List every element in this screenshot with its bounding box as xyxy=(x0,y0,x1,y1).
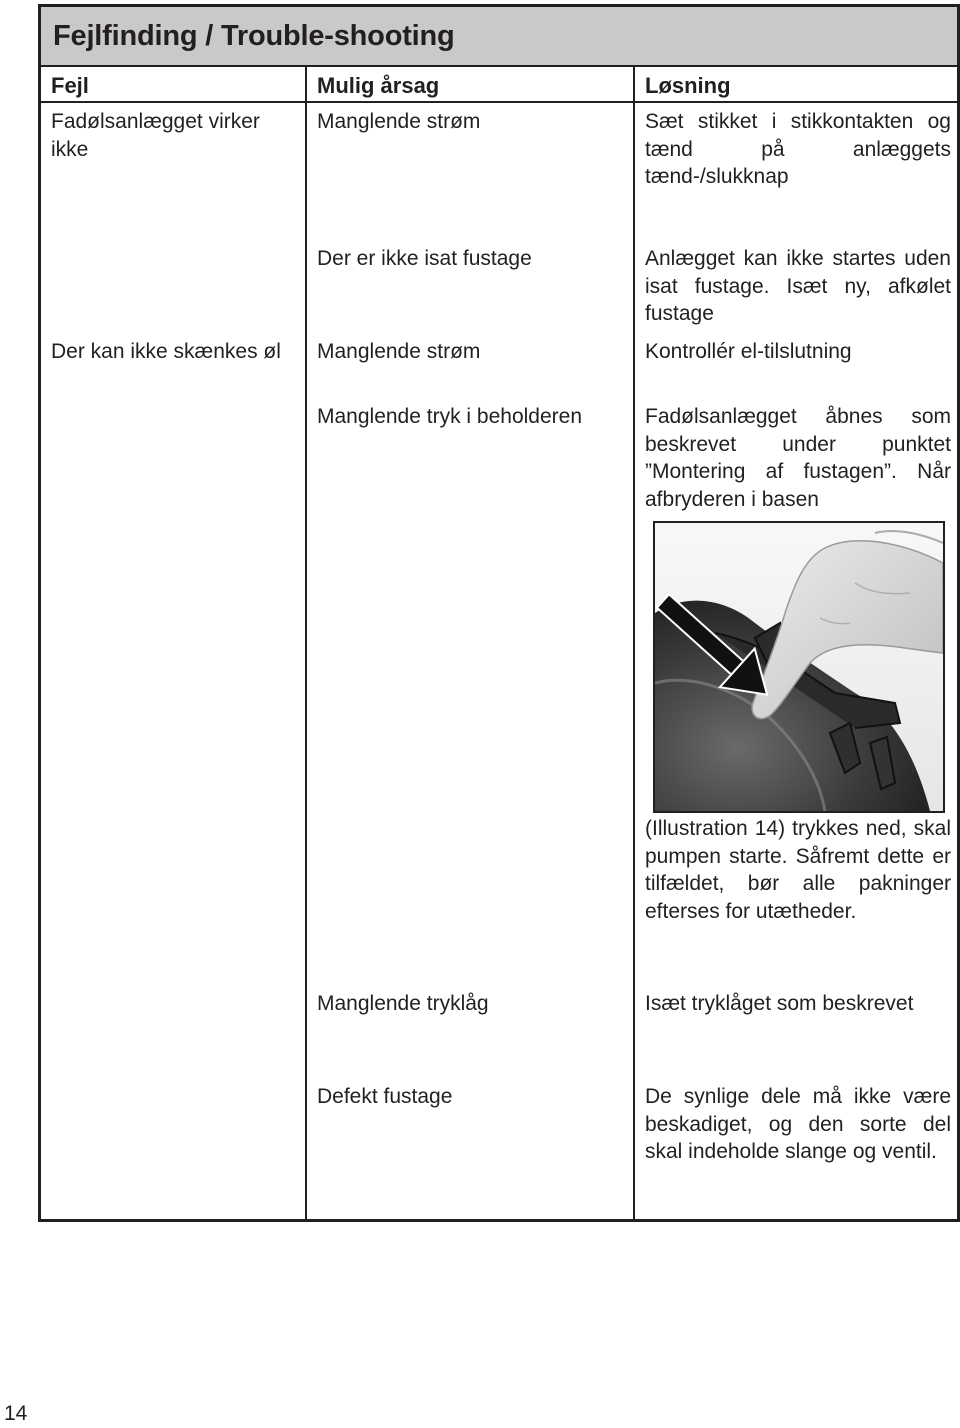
hand-pressing-switch-image xyxy=(655,523,943,811)
fault-cell: Fadølsanlægget virker ikke xyxy=(51,110,260,161)
page-title: Fejlfinding / Trouble-shooting xyxy=(53,20,455,52)
cause-cell: Manglende strøm xyxy=(317,340,481,363)
table-header xyxy=(41,65,957,103)
header-fault: Fejl xyxy=(51,73,89,98)
solution-cell: Isæt tryklåget som beskrevet xyxy=(645,992,914,1015)
cause-cell: Manglende tryklåg xyxy=(317,992,489,1015)
illustration-14-photo xyxy=(653,521,945,813)
solution-cell: Fadølsanlægget åbnes som beskrevet under punktet ”Montering af fustagen”. Når afbryderen i basen xyxy=(645,405,951,511)
cause-cell: Der er ikke isat fustage xyxy=(317,247,532,270)
cause-cell: Manglende tryk i beholderen xyxy=(317,405,583,428)
page-number: 14 xyxy=(4,1402,28,1425)
column-divider xyxy=(305,65,307,1219)
column-divider xyxy=(633,65,635,1219)
cause-cell: Defekt fustage xyxy=(317,1085,453,1108)
solution-cell: Sæt stikket i stikkontakten og tænd på anlæggets tænd-/slukknap xyxy=(645,110,951,188)
fault-cell: Der kan ikke skænkes øl xyxy=(51,340,281,363)
title-bar xyxy=(41,7,957,67)
solution-cell: Anlægget kan ikke startes uden isat fustage. Isæt ny, afkølet fustage xyxy=(645,247,951,325)
header-cause: Mulig årsag xyxy=(317,73,440,98)
header-solution: Løsning xyxy=(645,73,731,98)
cause-cell: Manglende strøm xyxy=(317,110,481,133)
troubleshooting-table xyxy=(38,4,960,1222)
solution-cell-continued: (Illustration 14) trykkes ned, skal pumpen starte. Såfremt dette er tilfældet, bør alle pakninger efterses for utætheder. xyxy=(645,817,951,923)
solution-cell: Kontrollér el-tilslutning xyxy=(645,340,852,363)
solution-cell: De synlige dele må ikke være beskadiget, og den sorte del skal indeholde slange og ventil. xyxy=(645,1085,951,1163)
